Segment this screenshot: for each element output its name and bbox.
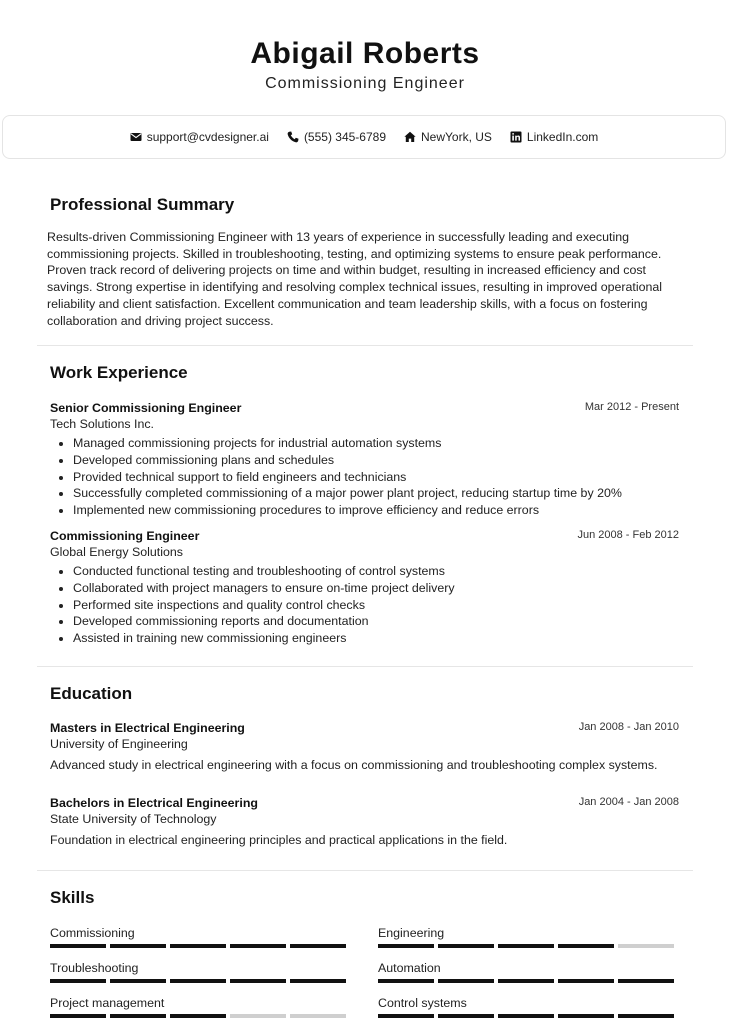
job-bullet: • Developed commissioning plans and schedules: [73, 452, 679, 469]
location-text: NewYork, US: [421, 130, 492, 144]
skill-item: [378, 925, 678, 948]
contact-phone[interactable]: [287, 130, 386, 144]
skill-segment-filled: [170, 979, 226, 983]
resume-header: [0, 0, 730, 94]
job-company: Tech Solutions Inc.: [50, 417, 155, 431]
job-bullets: [50, 435, 679, 519]
education-section: [37, 684, 693, 849]
skill-level-bar: [50, 979, 350, 983]
skill-segment-filled: [558, 979, 614, 983]
job-bullet: • Performed site inspections and quality control checks: [73, 597, 679, 614]
skill-name: Commissioning: [50, 926, 135, 940]
job-bullet: • Developed commissioning reports and documentation: [73, 613, 679, 630]
summary-text: Results-driven Commissioning Engineer with 13 years of experience in successfully leading and executing commissioning projects. Skilled in troubleshooting, testing, and optimizing systems to ensure peak performance. Proven track record of delivering projects on time and within budget, resulting in increased efficiency and cost savings. Strong expertise in identifying and resolving complex technical issues, resulting in improved operational reliability and client satisfaction. Excellent communication and team leadership skills, with a focus on fostering collaboration and driving project success.: [47, 230, 663, 328]
section-divider: [37, 345, 693, 346]
job-bullet: • Successfully completed commissioning of a major power plant project, reducing startup time by 20%: [73, 485, 679, 502]
skill-item: [50, 995, 350, 1018]
job-company: Global Energy Solutions: [50, 544, 183, 559]
degree-title: Masters in Electrical Engineering: [50, 721, 245, 735]
skill-segment-filled: [290, 944, 346, 948]
skill-segment-filled: [110, 979, 166, 983]
skill-item: [50, 960, 350, 983]
job-bullet: • Conducted functional testing and troubleshooting of control systems: [73, 563, 679, 580]
contact-location: [404, 130, 492, 144]
skills-section: [37, 888, 693, 908]
skill-segment-filled: [50, 979, 106, 983]
job-date: Jun 2008 - Feb 2012: [577, 528, 679, 541]
skill-segment-filled: [498, 979, 554, 983]
skill-name: Troubleshooting: [50, 961, 139, 975]
job-bullets: [50, 563, 679, 647]
skill-level-bar: [378, 1014, 678, 1018]
job-title: Commissioning Engineer: [50, 528, 200, 543]
job-bullet: • Implemented new commissioning procedures to improve efficiency and reduce errors: [73, 502, 679, 519]
skill-segment-filled: [378, 944, 434, 948]
phone-icon: [287, 131, 299, 143]
skill-segment-filled: [438, 944, 494, 948]
candidate-title: Commissioning Engineer: [265, 75, 465, 92]
skill-segment-filled: [498, 944, 554, 948]
summary-section: [37, 195, 693, 329]
skill-segment-filled: [618, 979, 674, 983]
education-description: Advanced study in electrical engineering with a focus on commissioning and troubleshooting complex systems.: [50, 758, 658, 772]
education-description: Foundation in electrical engineering principles and practical applications in the field.: [50, 833, 508, 847]
job-entry: [50, 528, 679, 647]
skill-segment-filled: [438, 1014, 494, 1018]
skill-segment-filled: [378, 979, 434, 983]
job-date: Mar 2012 - Present: [584, 401, 679, 413]
skill-segment-filled: [50, 1014, 106, 1018]
skill-level-bar: [378, 979, 678, 983]
experience-heading: Work Experience: [50, 363, 188, 382]
skill-segment-filled: [230, 944, 286, 948]
envelope-icon: [130, 131, 142, 143]
skill-name: Automation: [378, 961, 441, 975]
job-entry: [50, 400, 679, 519]
job-bullet: • Assisted in training new commissioning engineers: [73, 630, 679, 647]
skill-segment-empty: [230, 1014, 286, 1018]
job-bullet: • Collaborated with project managers to ensure on-time project delivery: [73, 580, 679, 597]
skill-segment-filled: [558, 944, 614, 948]
home-icon: [404, 131, 416, 143]
skill-item: [378, 960, 678, 983]
education-entry: [50, 795, 679, 849]
degree-title: Bachelors in Electrical Engineering: [50, 796, 258, 810]
candidate-name: Abigail Roberts: [250, 37, 480, 70]
education-date: Jan 2004 - Jan 2008: [578, 796, 679, 808]
section-divider: [37, 870, 693, 871]
skill-level-bar: [50, 944, 350, 948]
school-name: University of Engineering: [50, 737, 188, 751]
job-bullet: • Provided technical support to field engineers and technicians: [73, 469, 679, 486]
linkedin-icon: [510, 131, 522, 143]
skill-name: Control systems: [378, 996, 467, 1010]
skill-segment-filled: [438, 979, 494, 983]
skill-item: [378, 995, 678, 1018]
skills-heading: Skills: [50, 888, 95, 907]
job-title: Senior Commissioning Engineer: [50, 401, 242, 415]
skill-segment-filled: [290, 979, 346, 983]
skill-name: Engineering: [378, 926, 445, 940]
skill-segment-filled: [50, 944, 106, 948]
education-date: Jan 2008 - Jan 2010: [578, 721, 679, 733]
education-heading: Education: [50, 684, 133, 703]
skill-segment-empty: [290, 1014, 346, 1018]
skill-level-bar: [50, 1014, 350, 1018]
contact-bar: [2, 115, 726, 159]
summary-heading: Professional Summary: [50, 195, 235, 214]
skill-segment-filled: [618, 1014, 674, 1018]
skill-segment-filled: [170, 1014, 226, 1018]
linkedin-text: LinkedIn.com: [526, 130, 599, 144]
skill-segment-filled: [378, 1014, 434, 1018]
job-bullet: • Managed commissioning projects for industrial automation systems: [73, 435, 679, 452]
education-entry: [50, 720, 679, 774]
experience-section: [37, 363, 693, 647]
school-name: State University of Technology: [50, 812, 217, 826]
skill-segment-empty: [618, 944, 674, 948]
skill-item: [50, 925, 350, 948]
skill-segment-filled: [170, 944, 226, 948]
contact-email[interactable]: [130, 130, 269, 144]
skill-level-bar: [378, 944, 678, 948]
contact-linkedin[interactable]: [510, 130, 598, 144]
section-divider: [37, 666, 693, 667]
skill-segment-filled: [110, 1014, 166, 1018]
phone-text: (555) 345-6789: [303, 130, 386, 144]
skill-segment-filled: [558, 1014, 614, 1018]
skill-name: Project management: [50, 996, 165, 1010]
email-text: support@cvdesigner.ai: [146, 130, 269, 144]
skill-segment-filled: [110, 944, 166, 948]
skill-segment-filled: [230, 979, 286, 983]
skill-segment-filled: [498, 1014, 554, 1018]
